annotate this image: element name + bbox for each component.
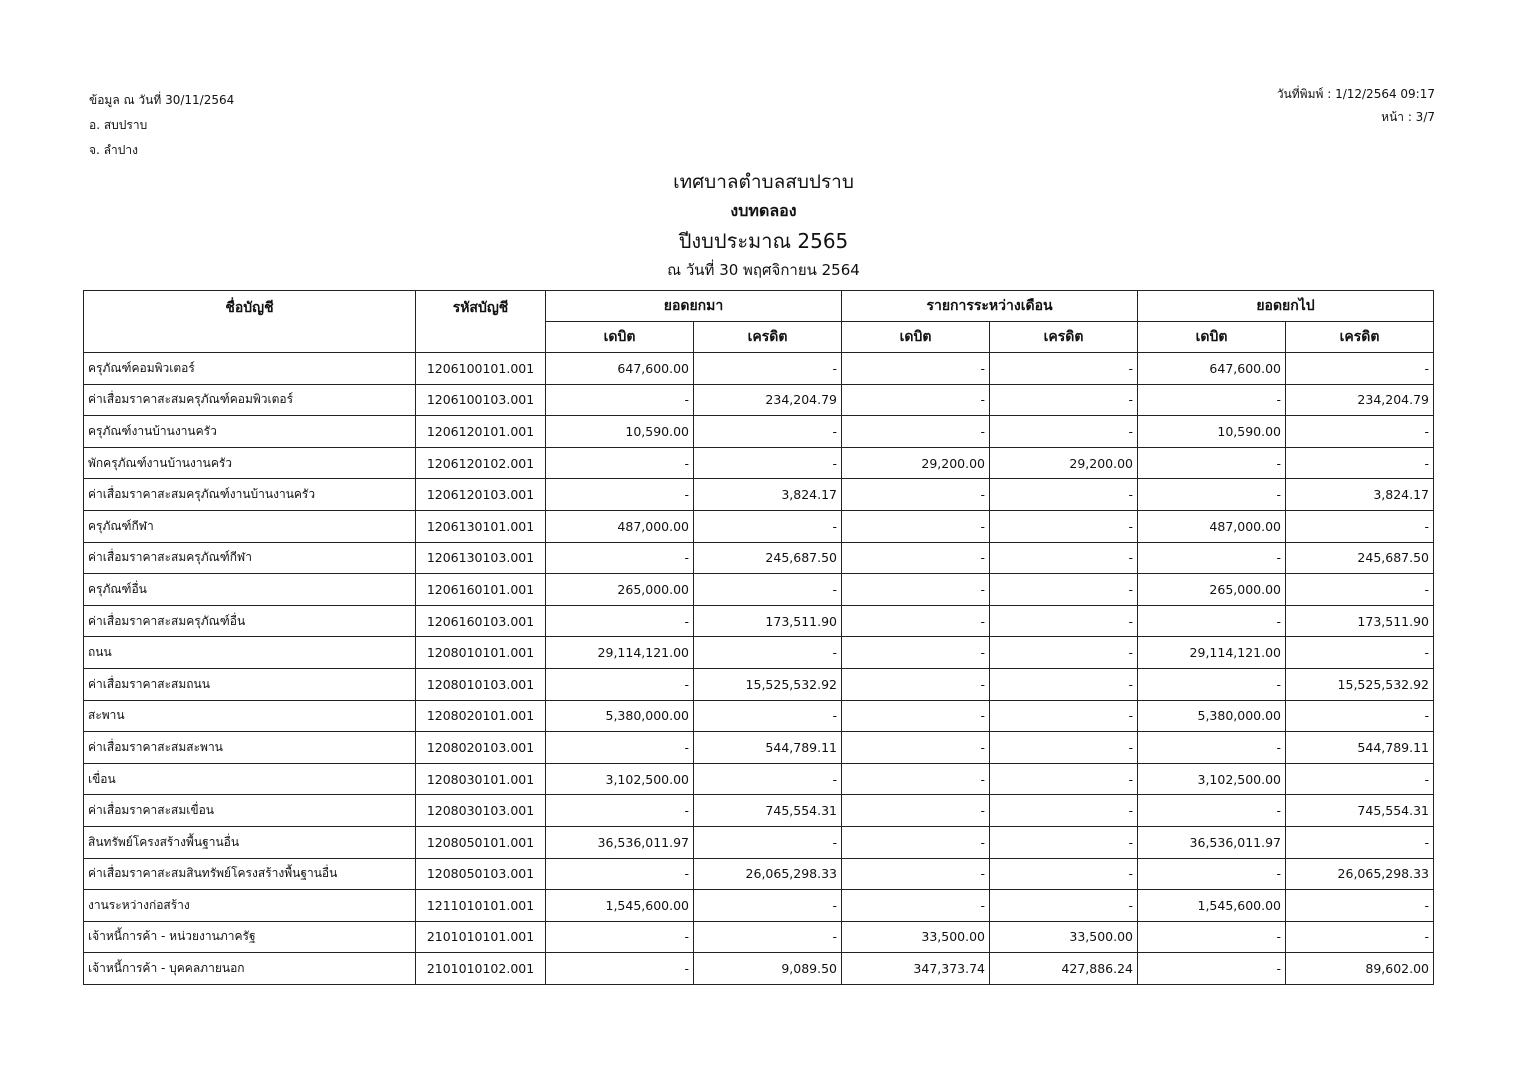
table-row	[84, 732, 1434, 764]
header-bf-debit: เดบิต	[546, 322, 694, 353]
month-credit: -	[990, 510, 1138, 542]
month-debit: -	[842, 353, 990, 385]
table-row	[84, 795, 1434, 827]
cf-credit: -	[1286, 826, 1434, 858]
bf-credit: -	[694, 637, 842, 669]
cf-debit: -	[1138, 921, 1286, 953]
cf-debit: -	[1138, 605, 1286, 637]
bf-credit: -	[694, 921, 842, 953]
month-debit: -	[842, 542, 990, 574]
bf-credit: -	[694, 353, 842, 385]
page-number: หน้า : 3/7	[1381, 110, 1435, 124]
month-credit: 29,200.00	[990, 447, 1138, 479]
account-name: สะพาน	[84, 700, 416, 732]
table-row	[84, 542, 1434, 574]
cf-debit: -	[1138, 858, 1286, 890]
month-debit: -	[842, 479, 990, 511]
report-title: งบทดลอง	[730, 201, 797, 220]
table-row	[84, 668, 1434, 700]
cf-debit: -	[1138, 668, 1286, 700]
account-code: 1206160103.001	[416, 605, 546, 637]
bf-credit: 3,824.17	[694, 479, 842, 511]
province: จ. ลำปาง	[89, 143, 138, 157]
ledger-body	[84, 353, 1434, 985]
account-name: ครุภัณฑ์อื่น	[84, 574, 416, 606]
account-name: เจ้าหนี้การค้า - หน่วยงานภาครัฐ	[84, 921, 416, 953]
header-cf-credit: เครดิต	[1286, 322, 1434, 353]
table-row	[84, 447, 1434, 479]
cf-debit: 1,545,600.00	[1138, 890, 1286, 922]
month-credit: -	[990, 795, 1138, 827]
month-debit: -	[842, 700, 990, 732]
bf-credit: -	[694, 826, 842, 858]
table-row	[84, 921, 1434, 953]
account-code: 1206100103.001	[416, 384, 546, 416]
cf-debit: -	[1138, 479, 1286, 511]
account-name: ครุภัณฑ์งานบ้านงานครัว	[84, 416, 416, 448]
cf-credit: -	[1286, 416, 1434, 448]
month-debit: -	[842, 795, 990, 827]
month-credit: -	[990, 416, 1138, 448]
account-name: ค่าเสื่อมราคาสะสมครุภัณฑ์คอมพิวเตอร์	[84, 384, 416, 416]
bf-debit: 265,000.00	[546, 574, 694, 606]
account-code: 1206100101.001	[416, 353, 546, 385]
month-credit: -	[990, 668, 1138, 700]
month-credit: -	[990, 732, 1138, 764]
table-row	[84, 353, 1434, 385]
cf-debit: -	[1138, 384, 1286, 416]
report-meta-right	[1277, 83, 1435, 129]
bf-credit: -	[694, 890, 842, 922]
bf-credit: 234,204.79	[694, 384, 842, 416]
table-row	[84, 605, 1434, 637]
bf-credit: 9,089.50	[694, 953, 842, 985]
month-debit: -	[842, 732, 990, 764]
cf-credit: -	[1286, 353, 1434, 385]
table-row	[84, 700, 1434, 732]
bf-credit: -	[694, 416, 842, 448]
bf-debit: -	[546, 447, 694, 479]
bf-debit: 487,000.00	[546, 510, 694, 542]
cf-credit: -	[1286, 574, 1434, 606]
cf-credit: -	[1286, 447, 1434, 479]
trial-balance-table	[83, 290, 1434, 985]
account-code: 1208020101.001	[416, 700, 546, 732]
cf-debit: 487,000.00	[1138, 510, 1286, 542]
month-debit: -	[842, 637, 990, 669]
account-name: ค่าเสื่อมราคาสะสมเขื่อน	[84, 795, 416, 827]
cf-debit: 3,102,500.00	[1138, 763, 1286, 795]
bf-debit: -	[546, 732, 694, 764]
header-month-credit: เครดิต	[990, 322, 1138, 353]
bf-debit: 647,600.00	[546, 353, 694, 385]
account-name: ถนน	[84, 637, 416, 669]
month-credit: 33,500.00	[990, 921, 1138, 953]
bf-debit: -	[546, 542, 694, 574]
cf-debit: 5,380,000.00	[1138, 700, 1286, 732]
cf-debit: 29,114,121.00	[1138, 637, 1286, 669]
month-credit: -	[990, 605, 1138, 637]
bf-debit: 36,536,011.97	[546, 826, 694, 858]
bf-credit: 15,525,532.92	[694, 668, 842, 700]
cf-credit: 245,687.50	[1286, 542, 1434, 574]
account-code: 1208010101.001	[416, 637, 546, 669]
account-code: 1206130101.001	[416, 510, 546, 542]
cf-credit: -	[1286, 637, 1434, 669]
account-name: ครุภัณฑ์คอมพิวเตอร์	[84, 353, 416, 385]
month-debit: -	[842, 858, 990, 890]
bf-credit: -	[694, 763, 842, 795]
header-carried-forward: ยอดยกไป	[1138, 291, 1434, 322]
district: อ. สบปราบ	[89, 118, 148, 132]
bf-debit: -	[546, 479, 694, 511]
month-credit: -	[990, 542, 1138, 574]
bf-credit: -	[694, 510, 842, 542]
print-date: วันที่พิมพ์ : 1/12/2564 09:17	[1276, 87, 1435, 101]
bf-debit: -	[546, 858, 694, 890]
cf-debit: -	[1138, 732, 1286, 764]
data-date: ข้อมูล ณ วันที่ 30/11/2564	[89, 93, 235, 107]
bf-credit: 544,789.11	[694, 732, 842, 764]
cf-debit: -	[1138, 542, 1286, 574]
account-code: 1206160101.001	[416, 574, 546, 606]
bf-credit: -	[694, 574, 842, 606]
cf-debit: -	[1138, 447, 1286, 479]
header-account-name: ชื่อบัญชี	[84, 291, 416, 353]
month-credit: -	[990, 890, 1138, 922]
report-titles	[0, 168, 1527, 284]
month-credit: -	[990, 826, 1138, 858]
bf-credit: -	[694, 700, 842, 732]
bf-debit: 10,590.00	[546, 416, 694, 448]
header-month-debit: เดบิต	[842, 322, 990, 353]
bf-debit: -	[546, 953, 694, 985]
account-name: ค่าเสื่อมราคาสะสมสินทรัพย์โครงสร้างพื้นฐานอื่น	[84, 858, 416, 890]
cf-credit: -	[1286, 510, 1434, 542]
account-name: เจ้าหนี้การค้า - บุคคลภายนอก	[84, 953, 416, 985]
table-row	[84, 416, 1434, 448]
as-of-date: ณ วันที่ 30 พฤศจิกายน 2564	[667, 261, 860, 279]
header-during-month: รายการระหว่างเดือน	[842, 291, 1138, 322]
month-debit: -	[842, 826, 990, 858]
account-code: 1208050101.001	[416, 826, 546, 858]
account-name: พักครุภัณฑ์งานบ้านงานครัว	[84, 447, 416, 479]
account-code: 1206130103.001	[416, 542, 546, 574]
month-credit: -	[990, 479, 1138, 511]
month-debit: -	[842, 605, 990, 637]
cf-credit: 234,204.79	[1286, 384, 1434, 416]
month-debit: 33,500.00	[842, 921, 990, 953]
account-code: 1208030103.001	[416, 795, 546, 827]
month-credit: -	[990, 763, 1138, 795]
month-debit: -	[842, 416, 990, 448]
account-code: 1208020103.001	[416, 732, 546, 764]
cf-credit: 15,525,532.92	[1286, 668, 1434, 700]
fiscal-year: ปีงบประมาณ 2565	[678, 229, 849, 253]
bf-debit: -	[546, 384, 694, 416]
bf-credit: 745,554.31	[694, 795, 842, 827]
header-account-code: รหัสบัญชี	[416, 291, 546, 353]
table-row	[84, 953, 1434, 985]
account-name: ค่าเสื่อมราคาสะสมครุภัณฑ์งานบ้านงานครัว	[84, 479, 416, 511]
month-credit: -	[990, 858, 1138, 890]
header-bf-credit: เครดิต	[694, 322, 842, 353]
account-code: 1208010103.001	[416, 668, 546, 700]
account-name: งานระหว่างก่อสร้าง	[84, 890, 416, 922]
month-credit: -	[990, 637, 1138, 669]
cf-credit: 3,824.17	[1286, 479, 1434, 511]
bf-credit: 245,687.50	[694, 542, 842, 574]
account-code: 2101010102.001	[416, 953, 546, 985]
month-credit: 427,886.24	[990, 953, 1138, 985]
cf-credit: -	[1286, 700, 1434, 732]
account-code: 1206120103.001	[416, 479, 546, 511]
cf-credit: -	[1286, 890, 1434, 922]
month-credit: -	[990, 353, 1138, 385]
month-debit: 347,373.74	[842, 953, 990, 985]
bf-debit: -	[546, 795, 694, 827]
table-row	[84, 637, 1434, 669]
org-title: เทศบาลตำบลสบปราบ	[673, 171, 854, 193]
account-code: 1211010101.001	[416, 890, 546, 922]
month-debit: -	[842, 384, 990, 416]
account-name: ค่าเสื่อมราคาสะสมถนน	[84, 668, 416, 700]
month-debit: 29,200.00	[842, 447, 990, 479]
bf-debit: 29,114,121.00	[546, 637, 694, 669]
bf-debit: -	[546, 921, 694, 953]
month-debit: -	[842, 574, 990, 606]
month-credit: -	[990, 384, 1138, 416]
table-row	[84, 858, 1434, 890]
cf-debit: -	[1138, 953, 1286, 985]
table-row	[84, 890, 1434, 922]
account-code: 1206120101.001	[416, 416, 546, 448]
bf-credit: 173,511.90	[694, 605, 842, 637]
table-row	[84, 384, 1434, 416]
account-name: ค่าเสื่อมราคาสะสมครุภัณฑ์อื่น	[84, 605, 416, 637]
bf-credit: 26,065,298.33	[694, 858, 842, 890]
header-cf-debit: เดบิต	[1138, 322, 1286, 353]
month-credit: -	[990, 700, 1138, 732]
cf-debit: 265,000.00	[1138, 574, 1286, 606]
cf-debit: 36,536,011.97	[1138, 826, 1286, 858]
cf-credit: 26,065,298.33	[1286, 858, 1434, 890]
account-code: 1208050103.001	[416, 858, 546, 890]
month-credit: -	[990, 574, 1138, 606]
account-code: 2101010101.001	[416, 921, 546, 953]
cf-credit: 544,789.11	[1286, 732, 1434, 764]
cf-debit: -	[1138, 795, 1286, 827]
cf-debit: 10,590.00	[1138, 416, 1286, 448]
account-code: 1206120102.001	[416, 447, 546, 479]
account-name: ค่าเสื่อมราคาสะสมครุภัณฑ์กีฬา	[84, 542, 416, 574]
cf-debit: 647,600.00	[1138, 353, 1286, 385]
account-name: เขื่อน	[84, 763, 416, 795]
cf-credit: -	[1286, 921, 1434, 953]
bf-credit: -	[694, 447, 842, 479]
table-row	[84, 479, 1434, 511]
cf-credit: 745,554.31	[1286, 795, 1434, 827]
account-name: สินทรัพย์โครงสร้างพื้นฐานอื่น	[84, 826, 416, 858]
month-debit: -	[842, 668, 990, 700]
header-brought-forward: ยอดยกมา	[546, 291, 842, 322]
table-row	[84, 510, 1434, 542]
cf-credit: 89,602.00	[1286, 953, 1434, 985]
table-row	[84, 574, 1434, 606]
table-row	[84, 826, 1434, 858]
bf-debit: -	[546, 605, 694, 637]
account-code: 1208030101.001	[416, 763, 546, 795]
bf-debit: 1,545,600.00	[546, 890, 694, 922]
bf-debit: 5,380,000.00	[546, 700, 694, 732]
month-debit: -	[842, 890, 990, 922]
bf-debit: 3,102,500.00	[546, 763, 694, 795]
table-row	[84, 763, 1434, 795]
cf-credit: -	[1286, 763, 1434, 795]
month-debit: -	[842, 763, 990, 795]
account-name: ค่าเสื่อมราคาสะสมสะพาน	[84, 732, 416, 764]
month-debit: -	[842, 510, 990, 542]
account-name: ครุภัณฑ์กีฬา	[84, 510, 416, 542]
cf-credit: 173,511.90	[1286, 605, 1434, 637]
bf-debit: -	[546, 668, 694, 700]
report-meta-left	[89, 88, 234, 163]
